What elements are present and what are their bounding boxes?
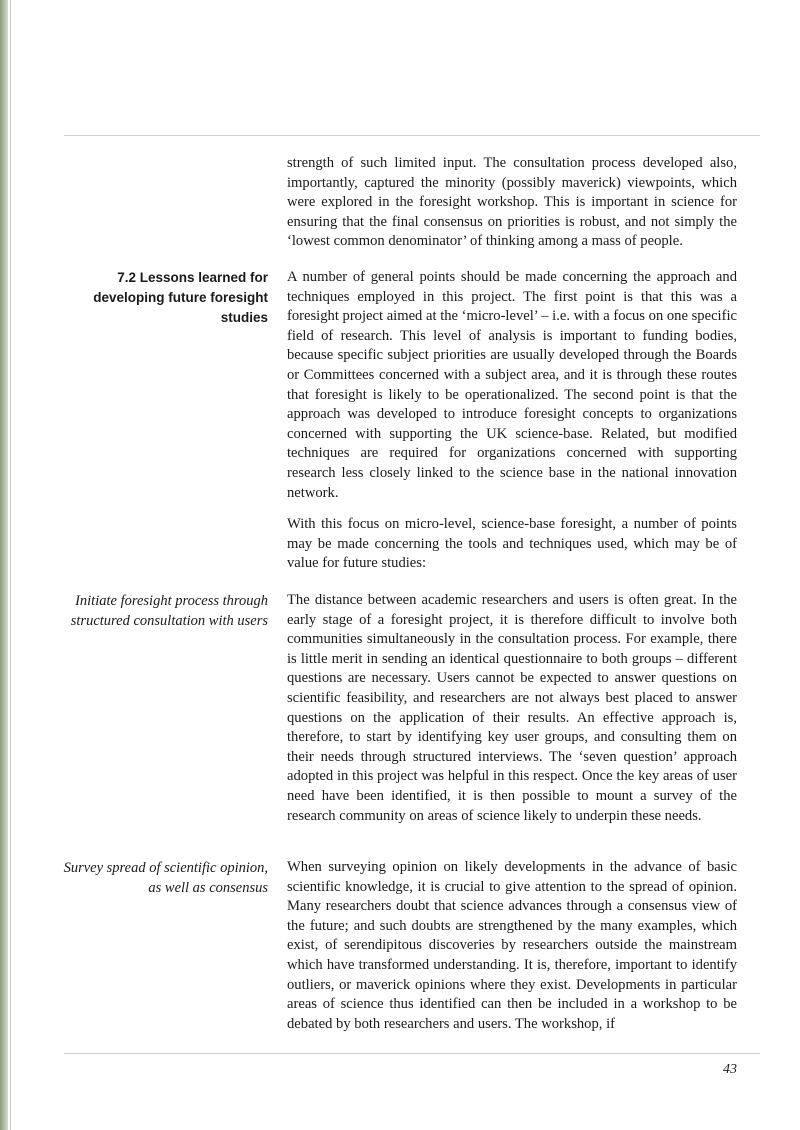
sidenote-survey: Survey spread of scientific opinion, as well as consensus [63,860,268,896]
paragraph-survey: When surveying opinion on likely developments in the advance of basic scientific knowledge, it is crucial to give attention to the spread of opinion. Many researchers doubt that science advances through a consensus view of the future; and such doubts are strengthened by the many examples, which exist, of serendipitous discoveries by researchers outside the mainstream which have transformed understanding. It is, therefore, important to identify outliers, or maverick opinions where they exist. Developments in particular areas of science thus identified can then be included in a workshop to be debated by both researchers and users. The workshop, if [287,859,737,1032]
section-heading: 7.2 Lessons learned for developing future foresight studies [93,270,268,325]
paragraph-continuation: strength of such limited input. The consultation process developed also, importantly, captured the minority (possibly maverick) viewpoints, which were explored in the foresight workshop. This is important in science for ensuring that the final consensus on priorities is robust, and not simply the ‘lowest common denominator’ of thinking among a mass of people. [287,155,737,250]
paragraph-micro-level: With this focus on micro-level, science-base foresight, a number of points may be made concerning the tools and techniques used, which may be of value for future studies: [287,516,737,572]
binding-edge [0,0,8,1130]
page-number: 43 [723,1062,737,1077]
sidenote-initiate: Initiate foresight process through structured consultation with users [70,593,268,629]
paragraph-initiate: The distance between academic researchers and users is often great. In the early stage of a foresight project, it is therefore difficult to involve both communities simultaneously in the consultation process. For example, there is little merit in sending an identical questionnaire to both groups – different questions are necessary. Users cannot be expected to answer questions on scientific feasibility, and researchers are not always best placed to answer questions on the application of their results. An effective approach is, therefore, to start by identifying key user groups, and consulting them on their needs through structured interviews. The ‘seven question’ approach adopted in this project was helpful in this respect. Once the key areas of user need have been identified, it is then possible to mount a survey of the research community on areas of science likely to underpin these needs. [287,592,737,824]
bottom-rule [64,1053,760,1054]
paragraph-general-points: A number of general points should be made concerning the approach and techniques employed in this project. The first point is that this was a foresight project aimed at the ‘micro-level’ – i.e. with a focus on one specific field of research. This level of analysis is important to funding bodies, because specific subject priorities are usually developed through the Boards or Committees concerned with a subject area, and it is through these routes that foresight is likely to be operationalized. The second point is that the approach was developed to introduce foresight concepts to organizations concerned with supporting the UK science-base. Related, but modified techniques are required for organizations concerned with supporting research less closely linked to the science base in the national innovation network. [287,269,737,501]
top-rule [64,135,760,136]
binding-line [10,0,11,1130]
